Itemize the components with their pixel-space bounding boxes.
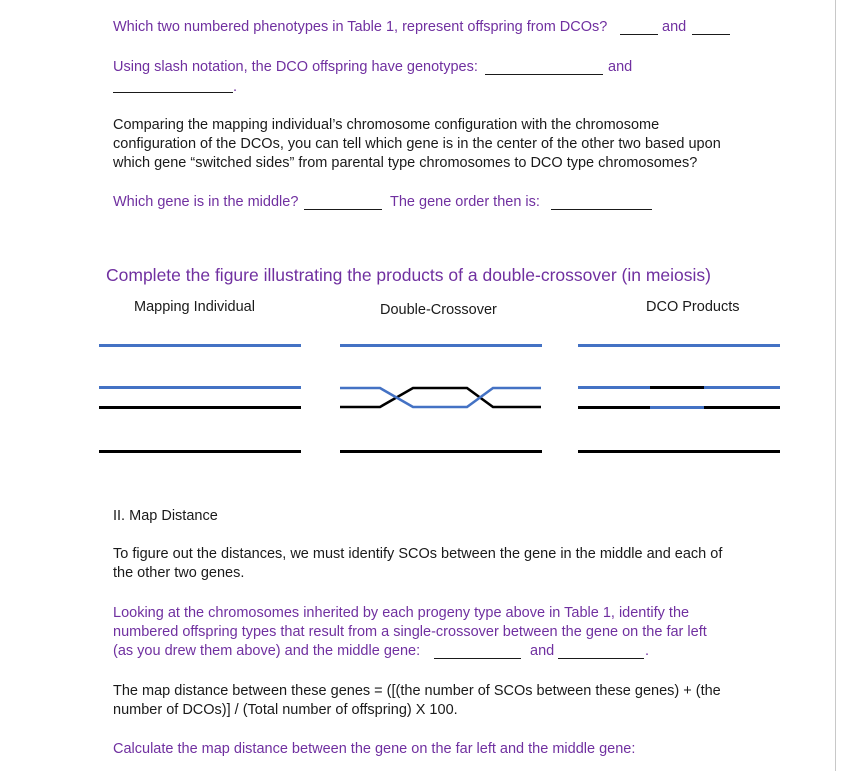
and-text: and: [662, 19, 687, 35]
dco-product-segment-blue: [578, 386, 650, 389]
middle-gene-question: Which gene is in the middle?: [113, 194, 299, 210]
column-label-mapping-individual: Mapping Individual: [134, 299, 255, 315]
chromosome-line-blue: [578, 344, 780, 347]
and-text: and: [608, 59, 633, 75]
chromosome-line-black: [340, 450, 542, 453]
map-distance-heading: II. Map Distance: [113, 508, 218, 524]
and-text: and: [530, 643, 555, 659]
sco-paragraph-line-2: the other two genes.: [113, 565, 245, 581]
period-text: .: [645, 643, 650, 659]
compare-paragraph-line-1: Comparing the mapping individual’s chromosome configuration with the chromosome: [113, 117, 660, 133]
sco-paragraph-line-1: To figure out the distances, we must identify SCOs between the gene in the middle and each of: [113, 546, 723, 562]
sco-offspring-blank-2[interactable]: [558, 658, 644, 659]
formula-line-1: The map distance between these genes = ([(the number of SCOs between these genes) + (the: [113, 683, 721, 699]
sco-question-line-1: Looking at the chromosomes inherited by each progeny type above in Table 1, identify the: [113, 605, 690, 621]
crossover-strand-blue: [340, 388, 541, 407]
sco-offspring-blank-1[interactable]: [434, 658, 521, 659]
column-label-dco-products: DCO Products: [646, 299, 740, 315]
period-text: .: [233, 79, 238, 95]
compare-paragraph-line-3: which gene “switched sides” from parental type chromosomes to DCO type chromosomes?: [113, 155, 698, 171]
calculate-question: Calculate the map distance between the gene on the far left and the middle gene:: [113, 741, 636, 757]
gene-order-question: The gene order then is:: [390, 194, 540, 210]
dco-product-segment-black: [650, 386, 704, 389]
dco-product-segment-blue: [650, 406, 704, 409]
formula-line-2: number of DCOs)] / (Total number of offspring) X 100.: [113, 702, 458, 718]
column-label-double-crossover: Double-Crossover: [380, 302, 497, 318]
dco-product-segment-black: [704, 406, 780, 409]
dco-genotype-question: Using slash notation, the DCO offspring have genotypes:: [113, 59, 478, 75]
sco-question-line-3: (as you drew them above) and the middle gene:: [113, 643, 421, 659]
crossover-strand-black: [340, 388, 541, 407]
figure-title: Complete the figure illustrating the products of a double-crossover (in meiosis): [106, 265, 712, 285]
dco-product-segment-black: [578, 406, 650, 409]
sco-question-line-2: numbered offspring types that result from a single-crossover between the gene on the far left: [113, 624, 707, 640]
dco-product-segment-blue: [704, 386, 780, 389]
dco-phenotypes-question: Which two numbered phenotypes in Table 1, represent offspring from DCOs?: [113, 19, 608, 35]
chromosome-line-black: [578, 450, 780, 453]
compare-paragraph-line-2: configuration of the DCOs, you can tell which gene is in the center of the other two based upon: [113, 136, 721, 152]
